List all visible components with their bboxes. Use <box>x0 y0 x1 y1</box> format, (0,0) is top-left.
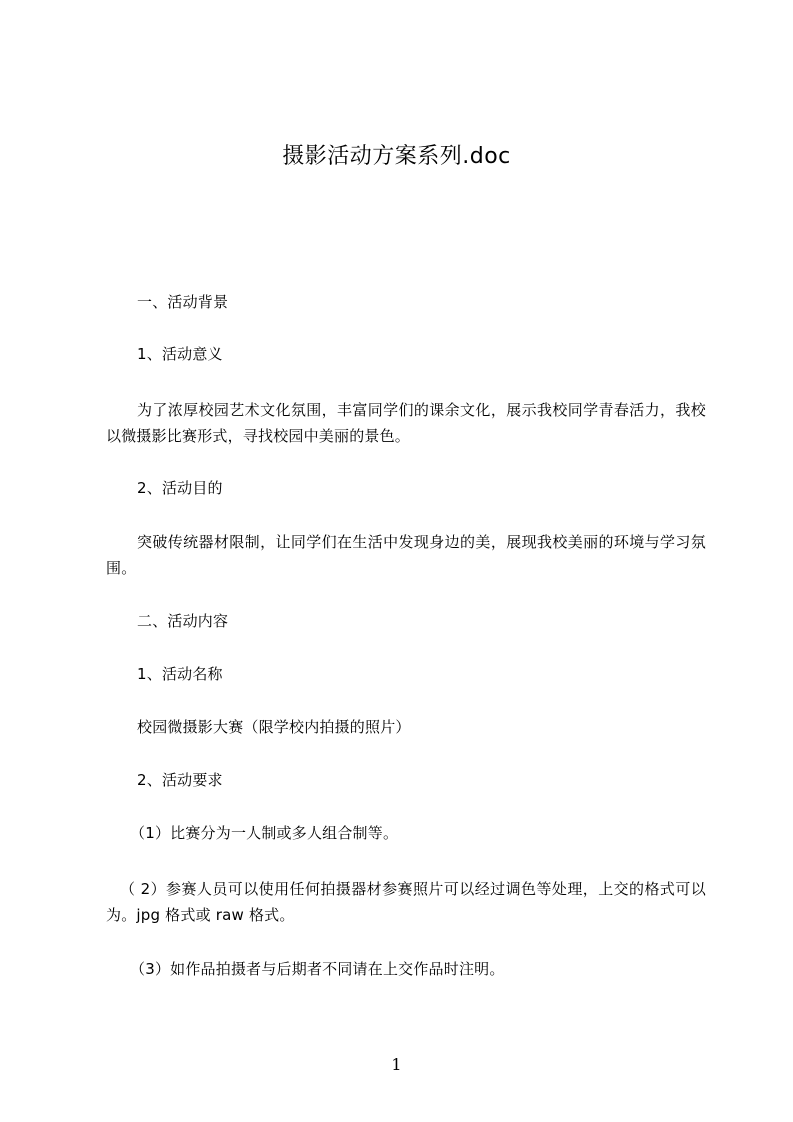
page-number: 1 <box>391 1055 402 1074</box>
subheading-activity-purpose: 2、活动目的 <box>137 479 223 497</box>
requirement-item-2: （ 2）参赛人员可以使用任何拍摄器材参赛照片可以经过调色等处理，上交的格式可以为。jpg 格式或 raw 格式。 <box>106 880 706 924</box>
paragraph-activity-significance: 为了浓厚校园艺术文化氛围，丰富同学们的课余文化，展示我校同学青春活力，我校以微摄影比赛形式，寻找校园中美丽的景色。 <box>106 401 706 445</box>
subheading-activity-significance: 1、活动意义 <box>137 345 223 363</box>
requirement-item-1: （1）比赛分为一人制或多人组合制等。 <box>130 824 399 842</box>
paragraph-activity-purpose: 突破传统器材限制，让同学们在生活中发现身边的美，展现我校美丽的环境与学习氛围。 <box>106 533 706 577</box>
document-title: 摄影活动方案系列.doc <box>282 144 511 169</box>
subheading-activity-requirements: 2、活动要求 <box>137 771 223 789</box>
paragraph-activity-name: 校园微摄影大赛（限学校内拍摄的照片） <box>137 718 411 736</box>
section-heading-content: 二、活动内容 <box>137 612 229 630</box>
section-heading-background: 一、活动背景 <box>137 293 229 311</box>
requirement-item-3: （3）如作品拍摄者与后期者不同请在上交作品时注明。 <box>130 960 505 978</box>
subheading-activity-name: 1、活动名称 <box>137 665 223 683</box>
